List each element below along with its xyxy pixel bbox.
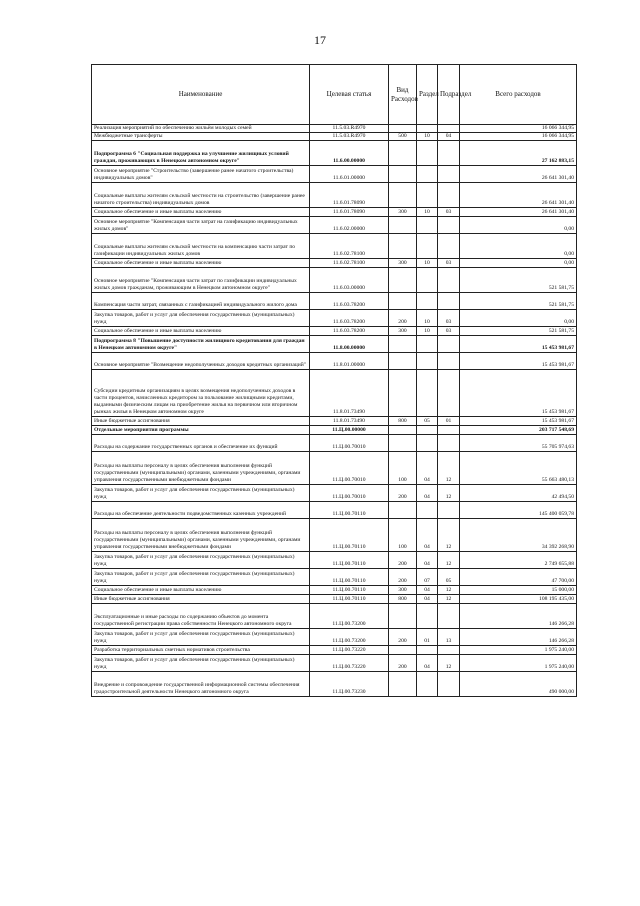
row-vid-cell [389,353,417,370]
table-row [92,485,577,502]
row-target-cell: 11.Ц.00.70110 [310,595,389,604]
row-name-cell: Закупка товаров, работ и услуг для обеспечения государственных (муниципальных) нужд [92,569,310,586]
row-razd-cell: 10 [417,310,438,327]
row-target-cell: 11.Ц.00.70110 [310,586,389,595]
row-razd-cell: 10 [417,133,438,141]
row-target-cell: 11.Ц.00.73220 [310,646,389,655]
row-target-cell: 11.6.02.00000 [310,217,389,234]
row-vid-cell: 100 [389,452,417,485]
row-name-cell: Иные бюджетные ассигнования [92,417,310,426]
row-target-cell: 11.Ц.00.73220 [310,655,389,672]
row-sum-cell: 15 453 981,67 [460,417,577,426]
row-podr-cell: 12 [438,452,460,485]
row-name-cell: Разработка территориальных сметных нормативов строительства [92,646,310,655]
row-sum-cell: 42 494,50 [460,485,577,502]
row-sum-cell: 521 581,75 [460,293,577,310]
table-row [92,166,577,183]
row-target-cell: 11.8.01.73490 [310,370,389,417]
row-name-cell: Субсидии кредитным организациям в целях возмещения недополученных доходов в части процентов, начисленных кредитором за пользование жилищными кредитами, выданными физическим лицам на приобретение жилья на первичном или вторичном рынках жилья в Ненецком автономном округе [92,370,310,417]
row-podr-cell: 03 [438,327,460,336]
row-razd-cell [417,353,438,370]
table-row [92,646,577,655]
row-podr-cell [438,183,460,208]
row-sum-cell: 1 975 240,00 [460,646,577,655]
row-vid-cell [389,293,417,310]
row-vid-cell [389,370,417,417]
row-podr-cell [438,125,460,133]
table-row [92,125,577,133]
table-row [92,310,577,327]
row-name-cell: Расходы на содержание государственных органов и обеспечение их функций [92,435,310,452]
row-razd-cell [417,293,438,310]
row-target-cell: 11.6.02.78100 [310,234,389,259]
table-row [92,208,577,217]
row-target-cell: 11.Ц.00.70110 [310,519,389,552]
row-vid-cell: 200 [389,655,417,672]
row-target-cell: 11.8.01.73490 [310,417,389,426]
row-target-cell: 11.6.01.00000 [310,166,389,183]
row-podr-cell [438,353,460,370]
row-name-cell: Внедрение и сопровождение государственной информационной системы обеспечения градостроительной деятельности Ненецкого автономного округа [92,672,310,697]
table-row [92,293,577,310]
row-vid-cell [389,435,417,452]
row-sum-cell: 0,00 [460,234,577,259]
row-name-cell: Подпрограмма 8 "Повышение доступности жилищного кредитования для граждан в Ненецком автономном округе" [92,336,310,353]
row-name-cell: Подпрограмма 6 "Социальная поддержка на улучшение жилищных условий граждан, проживающих в Ненецком автономном округе" [92,141,310,166]
row-name-cell: Закупка товаров, работ и услуг для обеспечения государственных (муниципальных) нужд [92,552,310,569]
table-row [92,234,577,259]
row-podr-cell [438,234,460,259]
row-vid-cell: 200 [389,629,417,646]
row-podr-cell [438,370,460,417]
row-sum-cell: 55 663 480,13 [460,452,577,485]
row-target-cell: 11.6.03.78200 [310,310,389,327]
row-name-cell: Социальные выплаты жителям сельской местности на компенсацию части затрат по газификации индивидуальных жилых домов [92,234,310,259]
row-target-cell: 11.Ц.00.70010 [310,485,389,502]
row-sum-cell: 26 641 301,40 [460,183,577,208]
row-target-cell: 11.8.00.00000 [310,336,389,353]
row-target-cell: 11.Ц.00.70010 [310,452,389,485]
row-sum-cell: 146 266,28 [460,629,577,646]
row-razd-cell: 04 [417,655,438,672]
row-razd-cell [417,435,438,452]
row-vid-cell: 200 [389,552,417,569]
table-row [92,586,577,595]
budget-table [91,64,577,697]
row-vid-cell [389,672,417,697]
row-vid-cell: 300 [389,327,417,336]
row-sum-cell: 16 066 344,95 [460,133,577,141]
row-name-cell: Социальное обеспечение и иные выплаты населению [92,208,310,217]
row-razd-cell: 04 [417,452,438,485]
table-row [92,452,577,485]
row-vid-cell: 800 [389,417,417,426]
row-sum-cell: 0,00 [460,217,577,234]
row-vid-cell [389,166,417,183]
row-podr-cell [438,426,460,435]
table-row [92,327,577,336]
row-razd-cell: 04 [417,519,438,552]
row-vid-cell [389,502,417,519]
table-header-row [92,65,577,125]
row-target-cell: 11.Ц.00.70110 [310,552,389,569]
row-vid-cell: 100 [389,519,417,552]
row-razd-cell [417,336,438,353]
row-razd-cell [417,234,438,259]
row-name-cell: Основное мероприятие "Строительство (завершение ранее начатого строительства) индивидуальных домов" [92,166,310,183]
row-podr-cell [438,141,460,166]
row-name-cell: Расходы на выплаты персоналу в целях обеспечения выполнения функций государственными (муниципальными) органами, казенными учреждениями, органами управления государственными внебюджетными фондами [92,452,310,485]
row-name-cell: Основное мероприятие "Компенсация части затрат на газификацию индивидуальных жилых домов" [92,217,310,234]
row-razd-cell [417,217,438,234]
row-name-cell: Закупка товаров, работ и услуг для обеспечения государственных (муниципальных) нужд [92,629,310,646]
row-vid-cell: 300 [389,208,417,217]
row-sum-cell: 27 162 883,15 [460,141,577,166]
row-target-cell: 11.Ц.00.73230 [310,672,389,697]
row-name-cell: Закупка товаров, работ и услуг для обеспечения государственных (муниципальных) нужд [92,310,310,327]
row-razd-cell [417,370,438,417]
row-podr-cell: 12 [438,552,460,569]
row-podr-cell: 01 [438,417,460,426]
row-sum-cell: 15 453 981,67 [460,370,577,417]
table-row [92,552,577,569]
row-sum-cell: 34 392 268,90 [460,519,577,552]
row-razd-cell: 01 [417,629,438,646]
row-podr-cell: 05 [438,569,460,586]
row-razd-cell: 04 [417,552,438,569]
table-row [92,268,577,293]
row-name-cell: Закупка товаров, работ и услуг для обеспечения государственных (муниципальных) нужд [92,485,310,502]
row-target-cell: 11.Ц.00.70010 [310,435,389,452]
row-sum-cell: 26 641 301,40 [460,166,577,183]
row-razd-cell: 04 [417,485,438,502]
row-podr-cell [438,268,460,293]
row-sum-cell: 108 195 435,00 [460,595,577,604]
table-row [92,141,577,166]
table-row [92,353,577,370]
row-sum-cell: 55 705 974,63 [460,435,577,452]
row-podr-cell: 12 [438,485,460,502]
row-razd-cell [417,672,438,697]
row-vid-cell: 500 [389,133,417,141]
table-row [92,259,577,268]
row-razd-cell: 04 [417,595,438,604]
table-row [92,629,577,646]
row-razd-cell: 07 [417,569,438,586]
row-target-cell: 11.6.03.00000 [310,268,389,293]
row-target-cell: 11.6.01.78090 [310,208,389,217]
header-total: Всего расходов [460,65,577,125]
header-target: Целевая статья [310,65,389,125]
row-vid-cell [389,234,417,259]
row-name-cell: Расходы на обеспечение деятельности подведомственных казенных учреждений [92,502,310,519]
row-podr-cell: 12 [438,586,460,595]
row-vid-cell: 200 [389,569,417,586]
table-row [92,569,577,586]
table-row [92,217,577,234]
row-name-cell: Иные бюджетные ассигнования [92,595,310,604]
row-podr-cell [438,604,460,629]
table-row [92,417,577,426]
row-sum-cell: 2 749 655,88 [460,552,577,569]
row-sum-cell: 15 453 981,67 [460,336,577,353]
row-vid-cell: 200 [389,485,417,502]
table-row [92,370,577,417]
row-razd-cell [417,166,438,183]
row-podr-cell: 03 [438,310,460,327]
row-razd-cell [417,426,438,435]
row-name-cell: Закупка товаров, работ и услуг для обеспечения государственных (муниципальных) нужд [92,655,310,672]
row-vid-cell [389,646,417,655]
row-target-cell: 11.Ц.00.70110 [310,569,389,586]
row-razd-cell [417,183,438,208]
row-name-cell: Социальное обеспечение и иные выплаты населению [92,259,310,268]
row-name-cell: Социальные выплаты жителям сельской местности на строительство (завершение ранее начатого строительства) индивидуальных домов [92,183,310,208]
row-podr-cell: 12 [438,655,460,672]
header-name: Наименование [92,65,310,125]
row-podr-cell: 13 [438,629,460,646]
row-podr-cell: 12 [438,519,460,552]
row-target-cell: 11.Ц.00.73200 [310,629,389,646]
row-sum-cell: 521 581,75 [460,327,577,336]
table-row [92,672,577,697]
row-name-cell: Социальное обеспечение и иные выплаты населению [92,327,310,336]
row-podr-cell [438,293,460,310]
table-row [92,435,577,452]
row-target-cell: 11.8.01.00000 [310,353,389,370]
row-sum-cell: 16 066 344,95 [460,125,577,133]
row-target-cell: 11.5.03.R4970 [310,125,389,133]
header-podr: Подраздел [438,65,460,125]
row-target-cell: 11.6.03.78200 [310,293,389,310]
page-number: 17 [314,33,326,47]
row-name-cell: Межбюджетные трансферты [92,133,310,141]
row-podr-cell [438,646,460,655]
row-name-cell: Расходы на выплаты персоналу в целях обеспечения выполнения функций государственными (муниципальными) органами, казенными учреждениями, органами управления государственными внебюджетными фондами [92,519,310,552]
table-row [92,655,577,672]
row-name-cell: Основное мероприятие "Компенсация части затрат по газификации индивидуальных жилых домов гражданам, проживающим в Ненецком автономном округе" [92,268,310,293]
row-razd-cell: 10 [417,327,438,336]
row-vid-cell [389,183,417,208]
row-podr-cell [438,166,460,183]
row-vid-cell [389,268,417,293]
row-name-cell: Социальное обеспечение и иные выплаты населению [92,586,310,595]
row-podr-cell [438,672,460,697]
row-target-cell: 11.6.03.78200 [310,327,389,336]
row-vid-cell: 800 [389,595,417,604]
row-vid-cell [389,336,417,353]
table-body [92,125,577,697]
row-razd-cell [417,125,438,133]
row-podr-cell: 03 [438,259,460,268]
row-vid-cell [389,604,417,629]
row-podr-cell: 12 [438,595,460,604]
row-vid-cell [389,426,417,435]
row-podr-cell [438,435,460,452]
table-row [92,336,577,353]
row-podr-cell: 03 [438,208,460,217]
table-row [92,604,577,629]
row-target-cell: 11.Ц.00.70110 [310,502,389,519]
row-sum-cell: 1 975 240,00 [460,655,577,672]
header-vid: Вид Расходов [389,65,417,125]
row-vid-cell [389,217,417,234]
row-name-cell: Отдельные мероприятия программы [92,426,310,435]
row-name-cell: Эксплуатационные и иные расходы по содержанию объектов до момента государственной регистрации права собственности Ненецкого автономного округа [92,604,310,629]
row-podr-cell [438,217,460,234]
row-target-cell: 11.6.00.00000 [310,141,389,166]
row-vid-cell: 200 [389,310,417,327]
row-podr-cell: 04 [438,133,460,141]
row-sum-cell: 521 581,75 [460,268,577,293]
table-row [92,519,577,552]
row-target-cell: 11.6.01.78090 [310,183,389,208]
row-vid-cell: 300 [389,259,417,268]
row-target-cell: 11.5.03.R4970 [310,133,389,141]
row-target-cell: 11.Ц.00.73200 [310,604,389,629]
table-row [92,595,577,604]
row-target-cell: 11.Ц.00.00000 [310,426,389,435]
row-razd-cell [417,141,438,166]
row-podr-cell [438,502,460,519]
row-razd-cell: 04 [417,586,438,595]
row-sum-cell: 26 641 301,40 [460,208,577,217]
row-razd-cell: 05 [417,417,438,426]
row-sum-cell: 15 453 981,67 [460,353,577,370]
row-razd-cell: 10 [417,259,438,268]
table-row [92,183,577,208]
row-sum-cell: 146 266,28 [460,604,577,629]
header-razd: Раздел [417,65,438,125]
row-target-cell: 11.6.02.78100 [310,259,389,268]
row-sum-cell: 15 000,00 [460,586,577,595]
row-razd-cell [417,502,438,519]
row-razd-cell [417,646,438,655]
row-sum-cell: 0,00 [460,310,577,327]
table-row [92,133,577,141]
row-sum-cell: 490 000,00 [460,672,577,697]
row-razd-cell: 10 [417,208,438,217]
row-podr-cell [438,336,460,353]
row-name-cell: Компенсация части затрат, связанных с газификацией индивидуального жилого дома [92,293,310,310]
row-sum-cell: 47 700,00 [460,569,577,586]
row-name-cell: Реализация мероприятий по обеспечению жильём молодых семей [92,125,310,133]
row-vid-cell [389,141,417,166]
row-vid-cell [389,125,417,133]
row-razd-cell [417,604,438,629]
table-row [92,502,577,519]
row-sum-cell: 0,00 [460,259,577,268]
row-name-cell: Основное мероприятие "Возмещение недополученных доходов кредитных организаций" [92,353,310,370]
row-vid-cell: 300 [389,586,417,595]
table-row [92,426,577,435]
row-razd-cell [417,268,438,293]
row-sum-cell: 203 717 548,69 [460,426,577,435]
row-sum-cell: 145 400 059,78 [460,502,577,519]
